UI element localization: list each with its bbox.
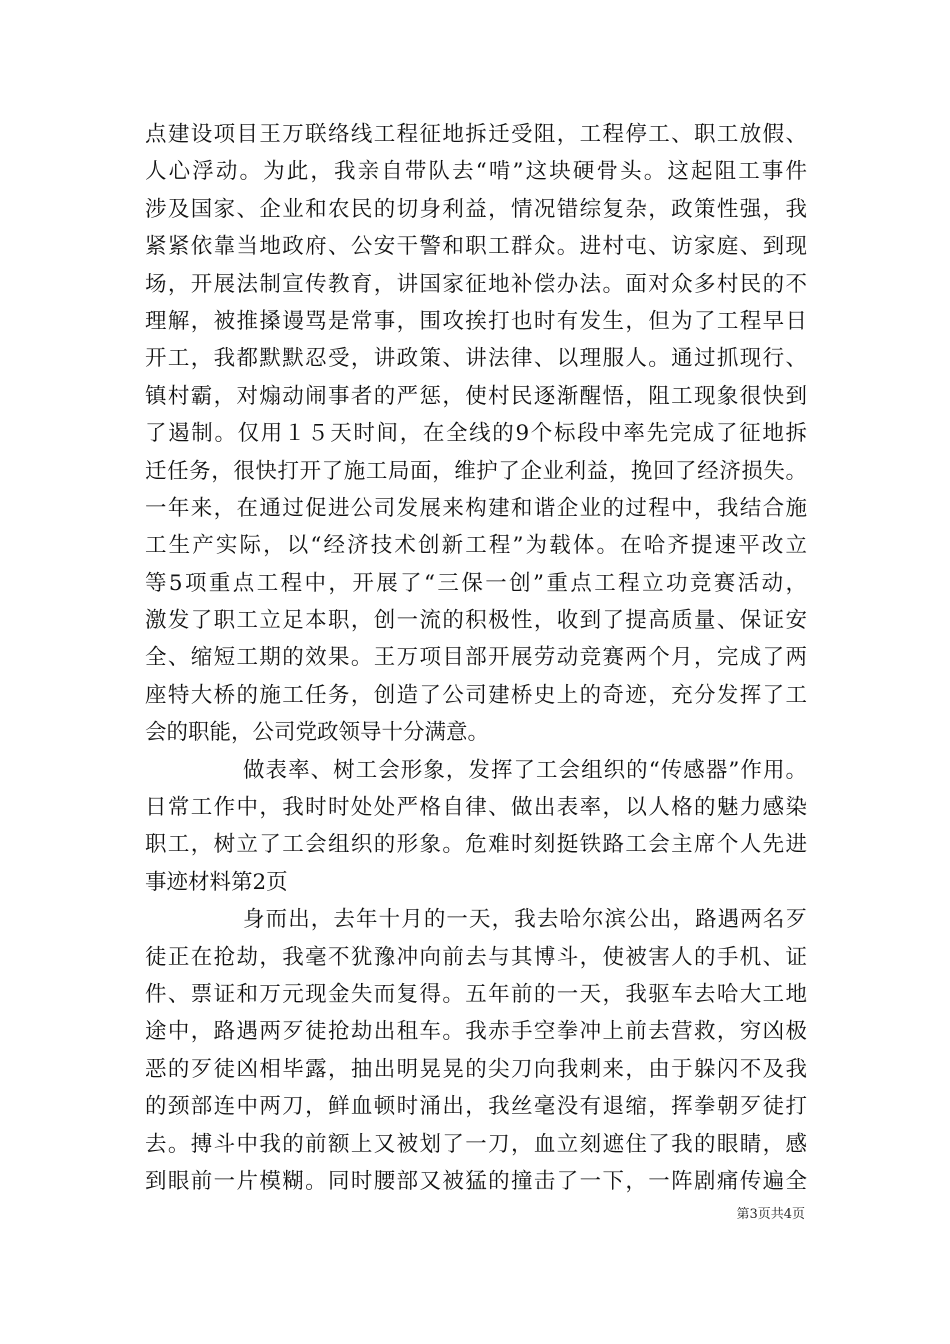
text-line: 镇村霸，对煽动闹事者的严惩，使村民逐渐醒悟，阻工现象很快到 xyxy=(145,383,807,409)
text-line: 等5项重点工程中，开展了“三保一创”重点工程立功竞赛活动， xyxy=(145,570,807,596)
text-line: 件、票证和万元现金失而复得。五年前的一天，我驱车去哈大工地 xyxy=(145,981,807,1007)
page-footer: 第3页共4页 xyxy=(736,1207,805,1222)
text-line: 涉及国家、企业和农民的切身利益，情况错综复杂，政策性强，我 xyxy=(145,196,807,222)
text-line: 理解，被推搡谩骂是常事，围攻挨打也时有发生，但为了工程早日 xyxy=(145,308,807,334)
text-line: 会的职能，公司党政领导十分满意。 xyxy=(145,720,490,746)
text-line: 人心浮动。为此，我亲自带队去“啃”这块硬骨头。这起阻工事件 xyxy=(145,159,807,185)
text-line: 工生产实际，以“经济技术创新工程”为载体。在哈齐提速平改立 xyxy=(145,533,807,559)
text-line: 到眼前一片模糊。同时腰部又被猛的撞击了一下，一阵剧痛传遍全 xyxy=(145,1168,807,1194)
document-body xyxy=(145,116,807,1200)
text-line: 身而出，去年十月的一天，我去哈尔滨公出，路遇两名歹 xyxy=(243,907,807,933)
text-line: 做表率、树工会形象，发挥了工会组织的“传感器”作用。 xyxy=(243,757,807,783)
text-line: 点建设项目王万联络线工程征地拆迁受阻，工程停工、职工放假、 xyxy=(145,122,807,147)
text-line: 全、缩短工期的效果。王万项目部开展劳动竞赛两个月，完成了两 xyxy=(145,645,807,671)
text-line: 职工，树立了工会组织的形象。危难时刻挺铁路工会主席个人先进 xyxy=(145,832,807,858)
text-line: 去。搏斗中我的前额上又被划了一刀，血立刻遮住了我的眼睛，感 xyxy=(145,1131,807,1157)
text-line: 座特大桥的施工任务，创造了公司建桥史上的奇迹，充分发挥了工 xyxy=(145,682,807,708)
text-line: 紧紧依靠当地政府、公安干警和职工群众。进村屯、访家庭、到现 xyxy=(145,234,807,260)
text-line: 事迹材料第2页 xyxy=(145,869,288,895)
text-line: 激发了职工立足本职，创一流的积极性，收到了提高质量、保证安 xyxy=(145,608,807,634)
text-line: 了遏制。仅用１５天时间，在全线的9个标段中率先完成了征地拆 xyxy=(145,421,807,447)
text-line: 的颈部连中两刀，鲜血顿时涌出，我丝毫没有退缩，挥拳朝歹徒打 xyxy=(145,1094,807,1120)
text-line: 徒正在抢劫，我毫不犹豫冲向前去与其博斗，使被害人的手机、证 xyxy=(145,944,807,970)
text-line: 途中，路遇两歹徒抢劫出租车。我赤手空拳冲上前去营救，穷凶极 xyxy=(145,1019,807,1045)
text-line: 恶的歹徒凶相毕露，抽出明晃晃的尖刀向我刺来，由于躲闪不及我 xyxy=(145,1056,807,1082)
text-line: 一年来，在通过促进公司发展来构建和谐企业的过程中，我结合施 xyxy=(145,495,807,521)
text-line: 迁任务，很快打开了施工局面，维护了企业利益，挽回了经济损失。 xyxy=(145,458,807,484)
text-line: 开工，我都默默忍受，讲政策、讲法律、以理服人。通过抓现行、 xyxy=(145,346,807,372)
text-line: 场，开展法制宣传教育，讲国家征地补偿办法。面对众多村民的不 xyxy=(145,271,807,297)
text-line: 日常工作中，我时时处处严格自律、做出表率，以人格的魅力感染 xyxy=(145,795,807,821)
